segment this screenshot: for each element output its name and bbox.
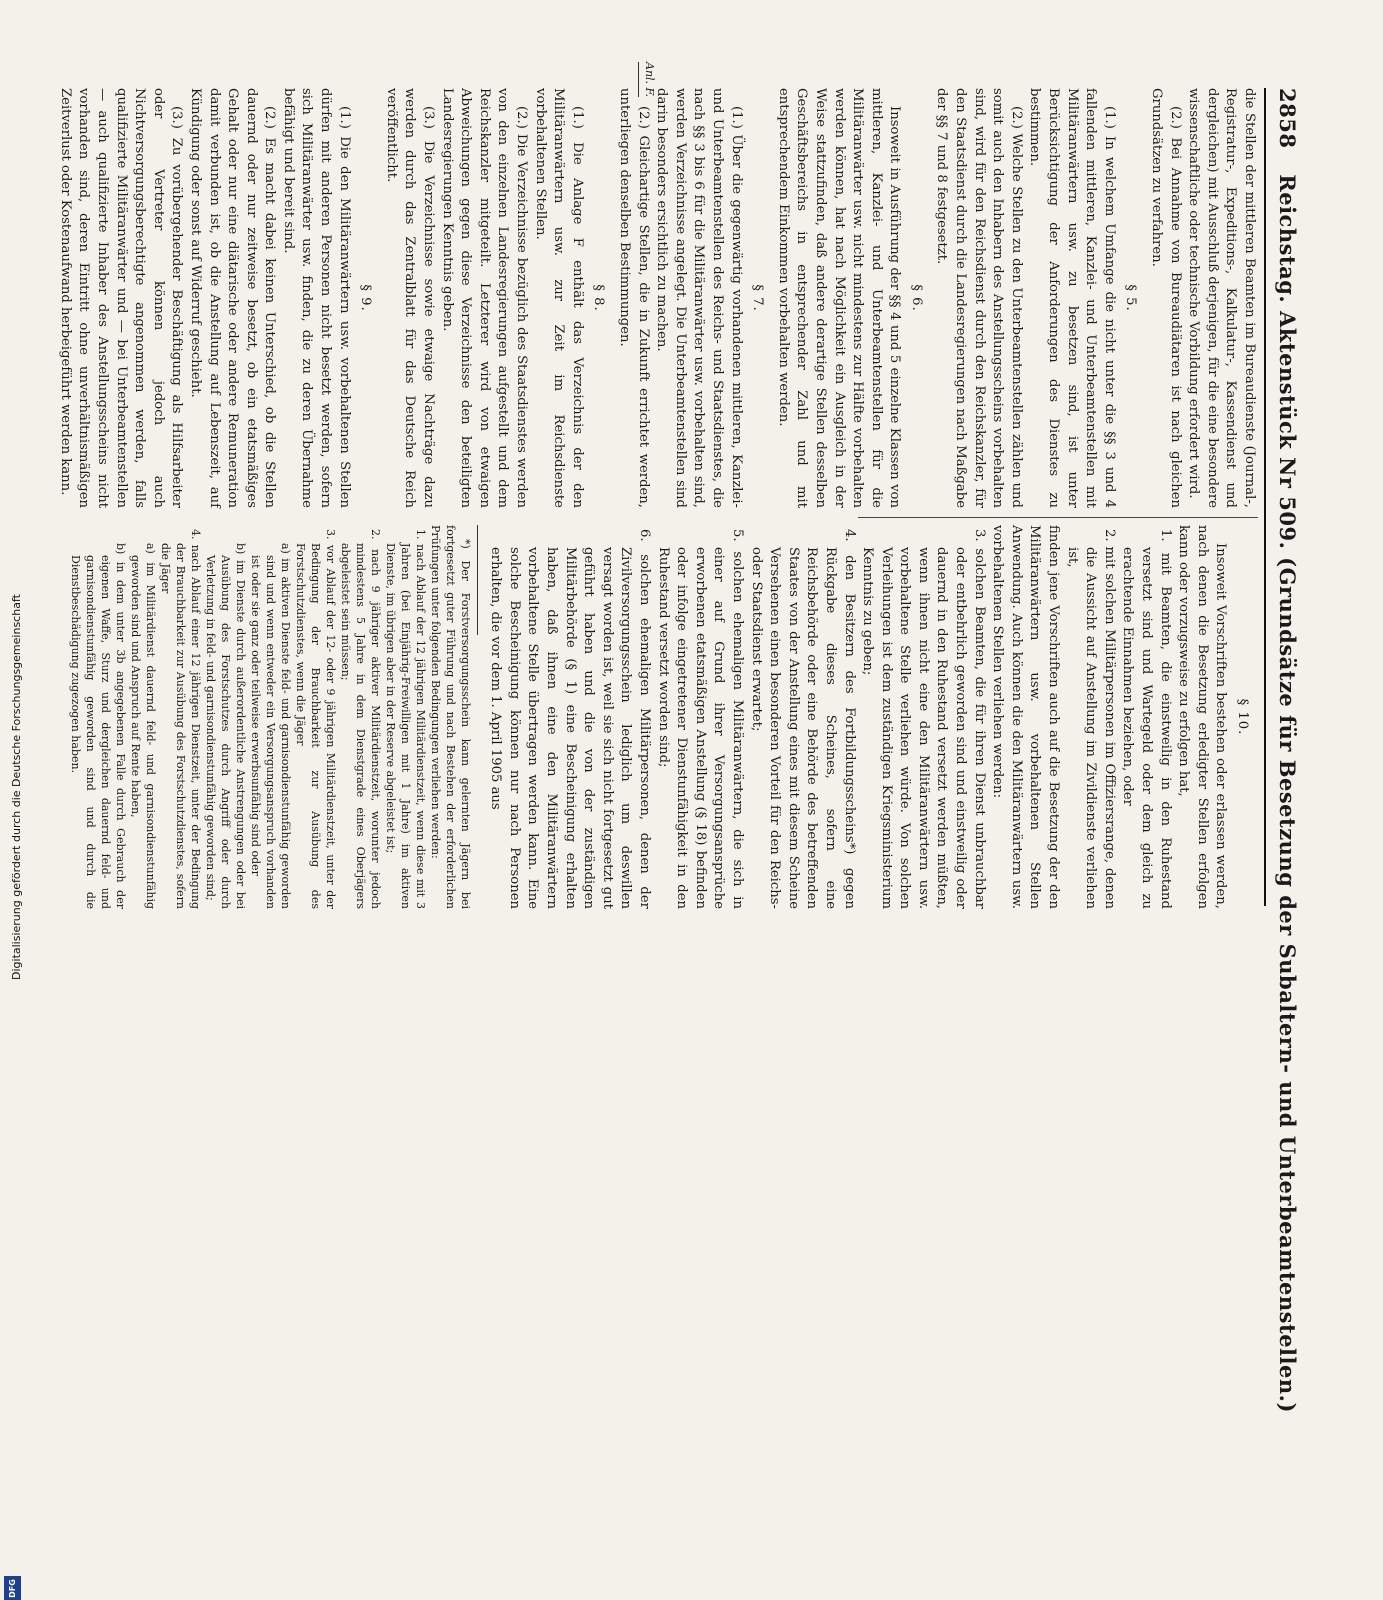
paragraph: (1.) Die den Militäranwärtern usw. vorbehaltenen Stellen dürfen mit anderen Personen nicht besetzt werden, sofern sich Militäranwärter usw. finden, die zu deren Übernahme befähigt und bereit sind. <box>280 88 352 508</box>
list-item: 3. solchen Beamten, die für ihren Dienst unbrauchbar oder entbehrlich geworden sind und einstweilig oder dauernd in den Ruhestand versetzt werden müßten, wenn ihnen nicht eine den Militäranwärtern usw. vorbehaltene Stelle verliehen würde. Von solchen Verleihungen ist dem zuständigen Kriegsministerium Kenntnis zu geben; <box>860 529 987 909</box>
left-column <box>55 62 1258 508</box>
header-rule <box>1264 88 1266 906</box>
footnote-item: 2. nach 9 jähriger aktiver Militärdienstzeit, worunter jedoch mindestens 5 Jahre in dem Dienstgrade eines Oberjägers abgeleistet sein müssen; <box>338 529 382 909</box>
page-title: Reichstag. Aktenstück Nr 509. (Grundsätze für Besetzung der Subaltern- und Unterbeamtenstellen.) <box>1275 174 1300 1413</box>
section-heading: § 7. <box>750 284 766 312</box>
paragraph: (2.) Bei Annahme von Bureaudiätaren ist nach gleichen Grundsätzen zu verfahren. <box>1149 88 1183 508</box>
paragraph: (2.) Welche Stellen zu den Unterbeamtenstellen zählen und somit auch den Inhabern des Anstellungsscheins vorbehalten sind, wird für den Reichsdienst durch den Reichskanzler, für den Staatsdienst durch die Landesregierungen nach Maßgabe der §§ 7 und 8 festgesetzt. <box>934 88 1024 508</box>
paragraph: Insoweit Vorschriften bestehen oder erlassen werden, nach denen die Besetzung erledigter Stellen erfolgen kann oder vorzugsweise zu erfolgen hat, <box>1176 525 1229 909</box>
footnote-item: 3. vor Ablauf der 12- oder 9 jährigen Militärdienstzeit, unter der Bedingung der Brauchbarkeit zur Ausübung des Forstschutzdienstes, wenn die Jäger <box>293 529 337 909</box>
paragraph: (3.) Zu vorübergehender Beschäftigung als Hilfsarbeiter oder Vertreter können jedoch auch Nichtversorgungsberechtigte angenommen werden, falls qualifizierte Militäranwärter und — bei Unterbeamtenstellen — auch qualifizierte Inhaber des Anstellungsscheins nicht vorhanden sind, deren Eintritt ohne unverhältnismäßigen Zeitverlust oder Kostenaufwand herbeigeführt werden kann. <box>57 88 185 508</box>
page-number: 2858 <box>1275 88 1300 149</box>
footnote-item: 1. nach Ablauf der 12 jährigen Militärdienstzeit, wenn diese mit 3 Jahren (bei Einjährig-Freiwilligen mit 1 Jahre) im aktiven Dienste, im übrigen aber in der Reserve abgeleistet ist; <box>383 529 427 909</box>
footnote-subitem: a) im Militärdienst dauernd feld- und garnisondienstunfähig geworden sind und Anspruch auf Rente haben, <box>128 543 157 909</box>
paragraph: Insoweit in Ausführung der §§ 4 und 5 einzelne Klassen von mittleren, Kanzlei- und Unterbeamtenstellen für die Militäranwärter usw. nicht mindestens zur Hälfte vorbehalten werden können, hat nach Möglichkeit ein Ausgleich in der Weise stattzufinden, daß andere derartige Stellen desselben Geschäftsbereichs in entsprechender Zahl und mit entsprechendem Einkommen vorbehalten werden. <box>775 88 903 508</box>
paragraph: (3.) Die Verzeichnisse sowie etwaige Nachträge dazu werden durch das Zentralblatt für das Deutsche Reich veröffentlicht. <box>383 88 437 508</box>
section-heading: § 5. <box>1123 284 1139 312</box>
footnote-subitem: b) in dem unter 3b angegebenen Falle durch Gebrauch der eigenen Waffe, Sturz und dergleichen dauernd feld- und garnisondienstunfähig geworden sind und durch die Dienstbeschädigung zugezogen haben. <box>68 543 127 909</box>
paragraph: finden jene Vorschriften auch auf die Besetzung der den Militäranwärtern usw. vorbehaltenen Stellen Anwendung. Auch können die den Militäranwärtern usw. vorbehaltenen Stellen verliehen werden: <box>990 525 1062 909</box>
document-page <box>57 62 1300 1413</box>
list-item: 2. mit solchen Militärpersonen im Offiziersrange, denen die Aussicht auf Anstellung im Zivildienste verliehen ist, <box>1064 529 1117 909</box>
section-heading: § 10. <box>1235 698 1250 736</box>
paragraph: (2.) Die Verzeichnisse bezüglich des Staatsdienstes werden von den einzelnen Landesregierungen aufgestellt und dem Reichskanzler mitgeteilt. Letzterer wird von etwaigen Abweichungen gegen diese Verzeichnisse den beteiligten Landesregierungen Kenntnis geben. <box>439 88 530 508</box>
paragraph: die Stellen der mittleren Beamten im Bureaudienste (Journal-, Registratur-, Expeditions-, Kalkulatur-, Kassendienst und dergleichen) mit Ausschluß derjenigen, für die eine besondere wissenschaftliche oder technische Vorbildung erfordert wird. <box>1186 88 1257 508</box>
page-header <box>1266 88 1300 1413</box>
margin-note: Anl. F. <box>638 62 658 97</box>
digitization-text: Digitalisierung gefördert durch die Deutsche Forschungsgemeinschaft <box>10 594 23 980</box>
list-item: 6. solchen ehemaligen Militärpersonen, denen der Zivilversorgungsschein lediglich um deswillen versagt worden ist, weil sie sich nicht fortgesetzt gut geführt haben und die von der zuständigen Militärbehörde (§ 1) eine Bescheinigung erhalten haben, daß ihnen eine den Militäranwärtern vorbehaltene Stelle übertragen werden kann. Eine solche Bescheinigung können nur nach Personen erhalten, die vor dem 1. April 1905 aus <box>488 529 652 909</box>
footnote-subitem: b) im Dienste durch außerordentliche Anstrengungen oder bei Ausübung des Forstschutzes durch Angriff oder durch Verletzung in feld- und garnisondienstunfähig geworden sind; <box>203 543 247 909</box>
list-item: 4. den Besitzern des Fortbildungsscheins*) gegen Rückgabe dieses Scheines, sofern eine Reichsbehörde oder eine Behörde des betreffenden Staates von der Anstellung eines mit diesem Scheine Versehenen einen besonderen Vorteil für den Reichs- oder Staatsdienst erwartet; <box>748 529 857 909</box>
list-item: 5. solchen ehemaligen Militäranwärtern, die sich in einer auf Grund ihrer Versorgungsansprüche erworbenen etatsmäßigen Anstellung (§ 18) befinden oder infolge eingetretener Dienstunfähigkeit in den Ruhestand versetzt worden sind; <box>655 529 745 909</box>
paragraph: (1.) In welchem Umfange die nicht unter die §§ 3 und 4 fallenden mittleren, Kanzlei- und Unterbeamtenstellen mit Militäranwärtern usw. zu besetzen sind, ist unter Berücksichtigung der Anforderungen des Dienstes zu bestimmen. <box>1027 88 1117 508</box>
paragraph: (2.) Gleichartige Stellen, die in Zukunft errichtet werden, unterliegen denselben Bestimmungen. <box>617 88 651 508</box>
column-divider <box>858 517 1258 518</box>
dfg-logo: DFG <box>4 1576 21 1600</box>
footnote-subitem: a) im aktiven Dienste feld- und garnisondienstunfähig geworden sind und wenn entweder ein Versorgungsanspruch vorhanden ist oder sie ganz oder teilweise erwerbsunfähig sind oder <box>248 543 292 909</box>
paragraph: (1.) Über die gegenwärtig vorhandenen mittleren, Kanzlei- und Unterbeamtenstellen des Reichs- und Staatsdienstes, die nach §§ 3 bis 6 für die Militäranwärter usw. vorbehalten sind, werden Verzeichnisse angelegt. Die Unterbeamtenstellen sind darin besonders ersichtlich zu machen. <box>654 88 744 508</box>
section-heading: § 8. <box>591 284 607 312</box>
list-item: 1. mit Beamten, die einstweilig in den Ruhestand versetzt sind und Wartegeld oder dem gleich zu erachtende Einnahmen beziehen, oder <box>1120 529 1173 909</box>
paragraph: (1.) Die Anlage F enthält das Verzeichnis der den Militäranwärtern usw. zur Zeit im Reichsdienste vorbehaltenen Stellen. <box>532 88 585 508</box>
section-heading: § 6. <box>908 284 924 312</box>
section-heading: § 9. <box>358 284 374 312</box>
footnote-item: 4. nach Ablauf einer 12 jährigen Dienstzeit, unter der Bedingung der Brauchbarkeit zur Ausübung des Forstschutzdienstes, sofern die Jäger <box>158 529 202 909</box>
paragraph: (2.) Es macht dabei keinen Unterschied, ob die Stellen dauernd oder nur zeitweise besetzt, ob ein etatsmäßiges Gehalt oder nur eine diätarische oder andere Remuneration damit verbunden ist, ob die Anstellung auf Lebenszeit, auf Kündigung oder sonst auf Widerruf geschieht. <box>187 88 278 508</box>
footnote: *) Der Forstversorgungsschein kann gelernten Jägern bei fortgesetzt guter Führung und nach Bestehen der erforderlichen Prüfungen unter folgenden Bedingungen verliehen werden: <box>428 525 472 909</box>
footnote-rule <box>477 525 478 635</box>
right-column <box>68 525 1258 909</box>
